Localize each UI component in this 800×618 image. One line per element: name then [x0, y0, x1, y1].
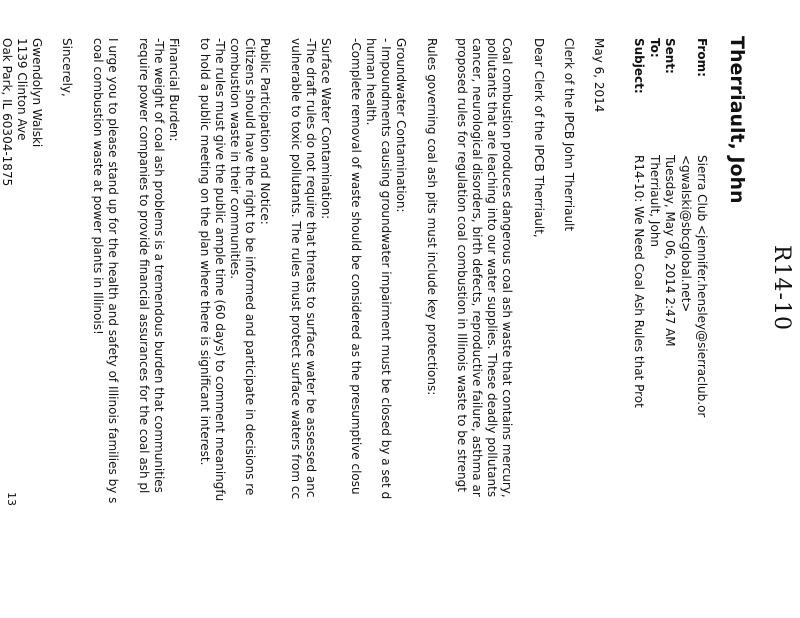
- groundwater-line: -Complete removal of waste should be considered as the presumptive closu: [349, 38, 363, 495]
- signature-name: Gwendolyn Walski: [30, 38, 44, 148]
- from-value: Sierra Club <jennifer.hensley@sierraclub.or: [695, 155, 709, 418]
- letter-date: May 6, 2014: [592, 38, 606, 113]
- page-number: 13: [5, 492, 18, 506]
- subject-label: Subject:: [632, 38, 646, 94]
- surface-line: vulnerable to toxic pollutants. The rules must protect surface waters from cc: [289, 38, 303, 500]
- participation-heading: Public Participation and Notice:: [258, 38, 272, 225]
- to-label: To:: [648, 38, 662, 58]
- intro-line: pollutants that are leaching into our water supplies. These deadly pollutants: [485, 38, 499, 498]
- financial-heading: Financial Burden:: [167, 38, 181, 142]
- groundwater-heading: Groundwater Contamination:: [394, 38, 408, 213]
- letter-recipient: Clerk of the IPCB John Therriault: [562, 38, 576, 232]
- sent-label: Sent:: [663, 38, 677, 74]
- signature-street: 1139 Clinton Ave: [15, 38, 29, 141]
- signature-city: Oak Park, IL 60304-1875: [0, 38, 14, 187]
- closing-plea-line: I urge you to please stand up for the health and safety of Illinois families by s: [106, 38, 120, 504]
- from-value-email: <gwalski@sbcglobal.net>: [679, 155, 693, 313]
- sent-value: Tuesday, May 06, 2014 2:47 AM: [663, 155, 677, 347]
- groundwater-line: human health.: [364, 38, 378, 126]
- signoff: Sincerely,: [60, 38, 74, 97]
- financial-line: require power companies to provide financial assurances for the coal ash pl: [137, 38, 151, 494]
- sender-name: Therriault, John: [726, 36, 748, 204]
- docket-number: R14-10: [769, 245, 794, 331]
- groundwater-line: - Impoundments causing groundwater impairment must be closed by a set d: [379, 38, 393, 500]
- surface-line: -The draft rules do not require that threats to surface water be assessed anc: [304, 38, 318, 498]
- subject-value: R14-10: We Need Coal Ash Rules that Prot: [632, 155, 646, 408]
- intro-line: Coal combustion produces dangerous coal ash waste that contains mercury,: [500, 38, 514, 498]
- to-value: Therriault, John: [648, 155, 662, 248]
- participation-line: combustion waste in their communities.: [228, 38, 242, 280]
- surface-heading: Surface Water Contamination:: [319, 38, 333, 220]
- participation-line: Citizens should have the right to be informed and participate in decisions re: [243, 38, 257, 496]
- closing-plea-line: coal combustion waste at power plants in Illinois!: [91, 38, 105, 335]
- intro-line: cancer, neurological disorders, birth defects, reproductive failure, asthma ar: [470, 38, 484, 497]
- intro-line: proposed rules for regulation coal combustion in Illinois waste to be strengt: [455, 38, 469, 492]
- financial-line: -The weight of coal ash problems is a tremendous burden that communities: [152, 38, 166, 493]
- letter-salutation: Dear Clerk of the IPCB Therriault,: [532, 38, 546, 238]
- rules-intro: Rules governing coal ash pits must include key protections:: [425, 38, 439, 396]
- participation-line: -The rules must give the public ample time (60 days) to comment meaningfu: [213, 38, 227, 502]
- participation-line: to hold a public meeting on the plan where there is significant interest.: [198, 38, 212, 466]
- from-label: From:: [695, 38, 709, 77]
